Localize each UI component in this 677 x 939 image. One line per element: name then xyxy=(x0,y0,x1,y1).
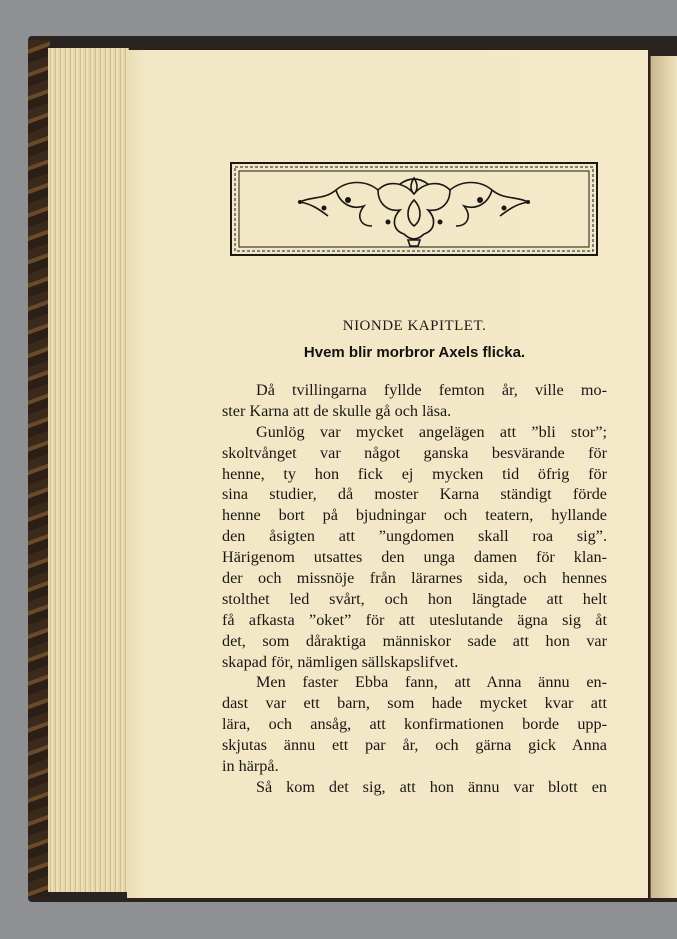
text-line: skoltvånget var något ganska besvärande för xyxy=(222,443,607,462)
text-line: den åsigten att ”ungdomen skall roa sig”. xyxy=(222,527,607,546)
text-line: henne, ty hon fick ej mycken tid öfrig för xyxy=(222,464,607,483)
text-line: skapad för, nämligen sällskapslifvet. xyxy=(222,652,459,671)
text-line: der och missnöje från lärarnes sida, och hennes xyxy=(222,569,607,588)
text-line: Härigenom utsattes den unga damen för klan- xyxy=(222,548,607,567)
book-spine xyxy=(28,40,50,898)
text-line: få afkasta ”oket” för att uteslutande ägna sig åt xyxy=(222,610,607,629)
text-line: det, som dåraktiga människor sade att hon var xyxy=(222,631,607,650)
floral-vignette-icon xyxy=(228,160,600,258)
page-edges xyxy=(48,48,129,892)
text-line: in härpå. xyxy=(222,757,279,776)
next-page-edge xyxy=(650,56,677,898)
text-line: dast var ett barn, som hade mycket kvar att xyxy=(222,694,607,713)
chapter-heading: NIONDE KAPITLET. xyxy=(342,318,487,334)
text-line: Då tvillingarna fyllde femton år, ville mo- xyxy=(256,381,607,399)
text-line: sina studier, då moster Karna ständigt förde xyxy=(222,485,607,504)
text-line: skjutas ännu ett par år, och gärna gick Anna xyxy=(222,736,607,755)
text-line: Gunlög var mycket angelägen att ”bli stor”; xyxy=(256,422,607,441)
text-line: henne bort på bjudningar och teatern, hyllande xyxy=(222,506,607,525)
text-line: ster Karna att de skulle gå och läsa. xyxy=(222,401,452,420)
text-line: Men faster Ebba fann, att Anna ännu en- xyxy=(256,673,607,692)
text-line: Så kom det sig, att hon ännu var blott en xyxy=(256,777,607,796)
chapter-title: Hvem blir morbror Axels flicka. xyxy=(303,344,526,361)
text-line: lära, och ansåg, att konfirmationen borde upp- xyxy=(222,715,607,734)
text-line: stolthet led svårt, och hon längtade att helt xyxy=(222,589,607,608)
chapter-body xyxy=(222,380,607,798)
